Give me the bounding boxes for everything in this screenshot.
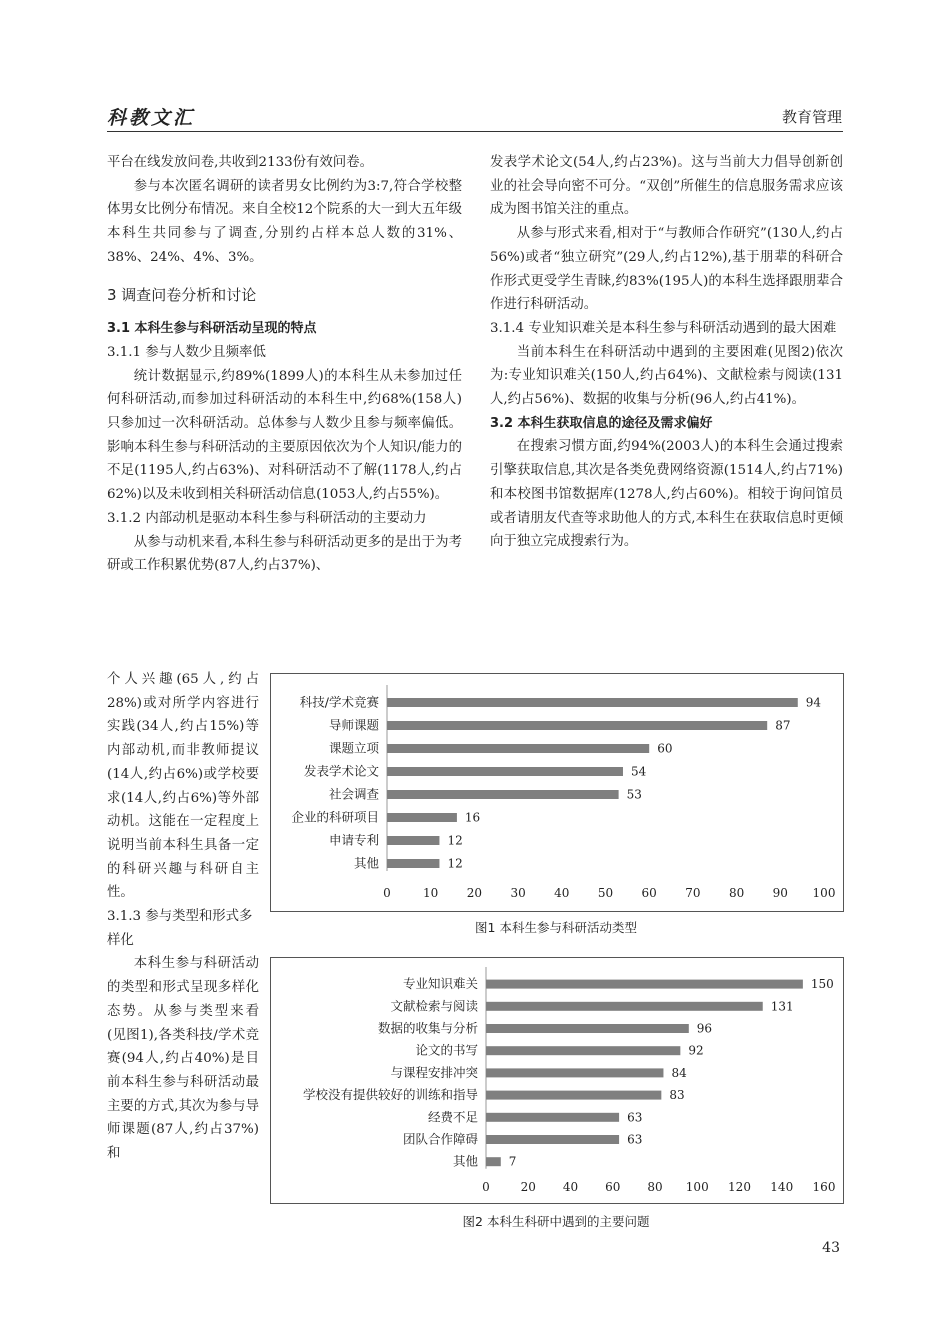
data-label: 12 (447, 856, 463, 871)
paragraph: 从参与动机来看,本科生参与科研活动更多的是出于为考研或工作积累优势(87人,约占37%)、 (107, 534, 462, 574)
category-label: 与课程安排冲突 (390, 1064, 478, 1080)
bar (486, 1068, 663, 1077)
journal-logo: 科教文汇 (107, 107, 196, 129)
tick-label: 120 (728, 1180, 751, 1194)
data-label: 12 (447, 833, 463, 848)
tick-label: 80 (647, 1180, 663, 1194)
tick-label: 100 (812, 886, 836, 900)
category-label: 申请专利 (328, 832, 379, 848)
paragraph: 统计数据显示,约89%(1899人)的本科生从未参加过任何科研活动,而参加过科研活动的本科生中,约68%(158人)只参加过一次科研活动。总体参与人数少且参与频率偏低。影响本科生参与科研活动的主要原因依次为个人知识/能力的不足(1195人,约占63%)、对科研活动不了解(1178人,约占62%)以及未收到相关科研活动信息(1053人,约占55%)。 (107, 368, 462, 503)
tick-label: 40 (562, 1180, 579, 1194)
tick-label: 100 (685, 1180, 709, 1194)
bar (486, 1113, 619, 1122)
data-label: 53 (626, 787, 642, 802)
data-label: 96 (696, 1021, 713, 1036)
tick-label: 60 (605, 1180, 621, 1194)
tick-label: 140 (770, 1180, 794, 1194)
data-label: 83 (669, 1088, 685, 1103)
data-label: 7 (508, 1154, 517, 1169)
category-label: 科技/学术竞赛 (299, 694, 379, 710)
figure-2-caption: 图2 本科生科研中遇到的主要问题 (462, 1214, 650, 1229)
tick-label: 60 (641, 886, 657, 900)
data-label: 94 (805, 695, 822, 710)
tick-label: 50 (597, 886, 614, 900)
data-label: 60 (657, 741, 673, 756)
bar (486, 1091, 661, 1100)
figure-2-svg (271, 958, 843, 1203)
data-label: 87 (775, 718, 791, 733)
category-label: 其他 (353, 855, 379, 871)
data-label: 150 (810, 977, 834, 992)
category-label: 其他 (452, 1153, 478, 1169)
bar (486, 980, 803, 989)
figure-2-chart (270, 957, 844, 1204)
left-column-top (107, 151, 462, 578)
figure-1-chart (270, 673, 844, 912)
section-title: 教育管理 (781, 108, 842, 126)
paragraph: 本科生参与科研活动的类型和形式呈现多样化态势。从参与类型来看(见图1),各类科技/学术竞赛(94人,约占40%)是目前本科生参与科研活动最主要的方式,其次为参与导师课题(87人,约占37%)和 (107, 956, 259, 1162)
category-label: 专业知识难关 (402, 976, 478, 992)
subsubsection-heading: 3.1.1 参与人数少且频率低 (107, 344, 266, 360)
paragraph: 从参与形式来看,相对于“与教师合作研究”(130人,约占56%)或者“独立研究”(29人,约占12%),基于朋辈的科研合作形式更受学生青睐,约83%(195人)的本科生选择跟朋辈合作进行科研活动。 (490, 226, 843, 313)
category-label: 导师课题 (328, 717, 379, 733)
bar (387, 767, 623, 776)
paragraph: 发表学术论文(54人,约占23%)。这与当前大力倡导创新创业的社会导向密不可分。“双创”所催生的信息服务需求应该成为图书馆关注的重点。 (490, 155, 843, 218)
category-label: 企业的科研项目 (291, 809, 379, 825)
paragraph: 当前本科生在科研活动中遇到的主要困难(见图2)依次为:专业知识难关(150人,约占64%)、文献检索与阅读(131人,约占56%)、数据的收集与分析(96人,约占41%)。 (490, 344, 843, 408)
tick-label: 30 (510, 886, 526, 900)
right-column (490, 151, 843, 554)
tick-label: 160 (812, 1180, 836, 1194)
bar (486, 1135, 619, 1144)
section-heading: 3 调查问卷分析和讨论 (107, 285, 257, 304)
category-label: 数据的收集与分析 (377, 1020, 478, 1036)
data-label: 16 (464, 810, 481, 825)
bar (387, 698, 798, 707)
tick-label: 40 (554, 886, 570, 900)
category-label: 课题立项 (328, 740, 379, 756)
paragraph: 参与本次匿名调研的读者男女比例约为3:7,符合学校整体男女比例分布情况。来自全校12个院系的大一到大五年级本科生共同参与了调查,分别约占样本总人数的31%、38%、24%、4%、3%。 (107, 178, 462, 265)
bar (486, 1046, 680, 1055)
tick-label: 0 (383, 886, 391, 900)
tick-label: 0 (482, 1180, 490, 1194)
category-label: 团队合作障碍 (402, 1131, 478, 1147)
bar (486, 1024, 689, 1033)
figure-1-svg (271, 674, 843, 911)
tick-label: 80 (728, 886, 745, 900)
tick-label: 20 (520, 1180, 536, 1194)
page-number: 43 (822, 1240, 840, 1256)
bar (486, 1002, 763, 1011)
left-column-narrow (107, 668, 259, 1166)
category-label: 论文的书写 (415, 1042, 478, 1058)
data-label: 63 (627, 1110, 643, 1125)
data-label: 92 (688, 1043, 704, 1058)
paragraph: 个人兴趣(65人,约占28%)或对所学内容进行实践(34人,约占15%)等内部动机,而非教师提议(14人,约占6%)或学校要求(14人,约占6%)等外部动机。这能在一定程度上说明当前本科生具备一定的科研兴趣与科研自主性。 (107, 672, 259, 901)
paragraph: 平台在线发放问卷,共收到2133份有效问卷。 (107, 155, 373, 170)
category-label: 发表学术论文 (303, 763, 379, 779)
bar (486, 1157, 501, 1166)
subsubsection-heading: 3.1.2 内部动机是驱动本科生参与科研活动的主要动力 (107, 510, 427, 526)
category-label: 学校没有提供较好的训练和指导 (302, 1087, 478, 1103)
data-label: 63 (627, 1132, 643, 1147)
figure-1-caption: 图1 本科生参与科研活动类型 (475, 920, 637, 935)
subsection-heading: 3.1 本科生参与科研活动呈现的特点 (107, 321, 317, 337)
header-rule (107, 131, 843, 132)
data-label: 84 (671, 1065, 687, 1080)
bar (387, 744, 649, 753)
tick-label: 90 (772, 886, 788, 900)
subsubsection-heading: 3.1.4 专业知识难关是本科生参与科研活动遇到的最大困难 (490, 320, 837, 336)
bar (387, 721, 767, 730)
tick-label: 70 (685, 886, 701, 900)
subsection-heading: 3.2 本科生获取信息的途径及需求偏好 (490, 415, 713, 431)
bar (387, 813, 457, 822)
subsubsection-heading: 3.1.3 参与类型和形式多样化 (107, 909, 253, 948)
paragraph: 在搜索习惯方面,约94%(2003人)的本科生会通过搜索引擎获取信息,其次是各类免费网络资源(1514人,约占71%)和本校图书馆数据库(1278人,约占60%)。相较于询问馆员或者请朋友代查等求助他人的方式,本科生在获取信息时更倾向于独立完成搜索行为。 (490, 439, 843, 550)
tick-label: 20 (466, 886, 483, 900)
category-label: 社会调查 (328, 786, 379, 802)
bar (387, 836, 439, 845)
category-label: 经费不足 (427, 1109, 478, 1125)
category-label: 文献检索与阅读 (390, 998, 478, 1014)
data-label: 131 (770, 999, 794, 1014)
tick-label: 10 (423, 886, 439, 900)
bar (387, 859, 439, 868)
data-label: 54 (630, 764, 647, 779)
bar (387, 790, 619, 799)
